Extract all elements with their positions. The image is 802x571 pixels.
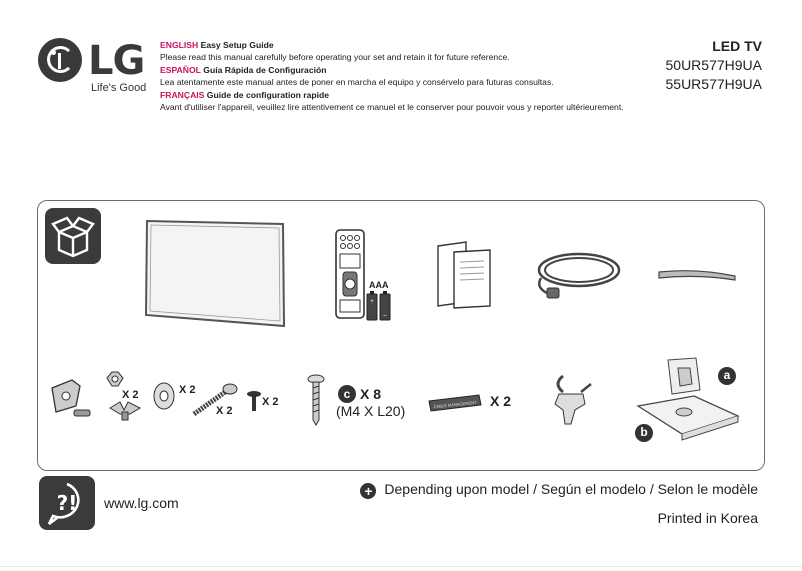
lg-face-icon <box>38 38 82 82</box>
guide-block-english <box>160 40 630 63</box>
depending-note <box>360 481 758 499</box>
package-icon <box>45 208 101 264</box>
guide-intro <box>160 40 630 116</box>
remote-control-icon <box>334 228 366 325</box>
brand-name: LG <box>88 38 145 84</box>
battery-icon <box>366 291 392 326</box>
part-letter-a: a <box>718 367 736 385</box>
quantity-label: X 2 <box>122 389 139 401</box>
guide-title: Guide de configuration rapide <box>206 90 330 101</box>
batteries-label: AAA <box>369 280 389 290</box>
product-type: LED TV <box>712 38 762 54</box>
quantity-label: X 2 <box>490 393 512 409</box>
guide-lang: ESPAÑOL <box>160 65 201 76</box>
cable-management-icon <box>427 393 483 420</box>
quantity-label: X 2 <box>216 405 233 417</box>
wing-nut-icon <box>108 398 142 427</box>
wall-bracket-icon <box>48 376 96 425</box>
quantity-label: X 2 <box>179 384 196 396</box>
short-screw-icon <box>246 390 262 417</box>
part-letter-c: c <box>338 385 356 403</box>
power-cord-icon <box>527 244 623 309</box>
guide-title: Guía Rápida de Configuración <box>203 65 327 76</box>
guide-block-french <box>160 90 630 113</box>
divider <box>0 566 802 567</box>
depending-note-text: Depending upon model / Según el modelo / Selon le modèle <box>384 481 758 497</box>
tv-panel-icon <box>143 218 288 335</box>
help-icon <box>39 476 95 530</box>
model-info <box>666 37 763 94</box>
screw-spec: (M4 X L20) <box>336 403 406 419</box>
cable-strip-icon <box>657 266 737 291</box>
manual-documents-icon <box>436 240 504 315</box>
guide-lang: ENGLISH <box>160 40 199 50</box>
guide-lang: FRANÇAIS <box>160 90 205 101</box>
washer-icon <box>152 381 176 416</box>
printed-in: Printed in Korea <box>657 510 758 526</box>
m4-screw-icon <box>306 374 326 431</box>
svg-text:?!: ?! <box>56 491 78 515</box>
cable-holder-icon <box>549 370 599 435</box>
guide-title: Easy Setup Guide <box>200 40 274 50</box>
svg-text:+: + <box>370 299 374 305</box>
svg-text:CABLE MANAGEMENT: CABLE MANAGEMENT <box>433 399 477 410</box>
website-link[interactable]: www.lg.com <box>104 495 179 511</box>
model-number: 50UR577H9UA <box>665 57 762 73</box>
quantity-label: X 2 <box>262 396 279 408</box>
brand-slogan: Life's Good <box>91 82 147 94</box>
lg-logo <box>38 36 150 96</box>
guide-text: Please read this manual carefully before operating your set and retain it for future reference. <box>160 51 510 62</box>
part-letter-b: b <box>635 424 653 442</box>
quantity-label: X 8 <box>360 386 382 402</box>
guide-block-spanish <box>160 65 630 88</box>
svg-text:–: – <box>383 313 387 319</box>
plus-icon: + <box>360 483 376 499</box>
model-number: 55UR577H9UA <box>665 76 762 92</box>
guide-text: Avant d'utiliser l'appareil, veuillez lire attentivement ce manuel et le conserver pour pouvoir vous y reporter ultérieurement. <box>160 101 624 112</box>
guide-text: Lea atentamente este manual antes de poner en marcha el equipo y consérvelo para futuras consultas. <box>160 76 554 87</box>
